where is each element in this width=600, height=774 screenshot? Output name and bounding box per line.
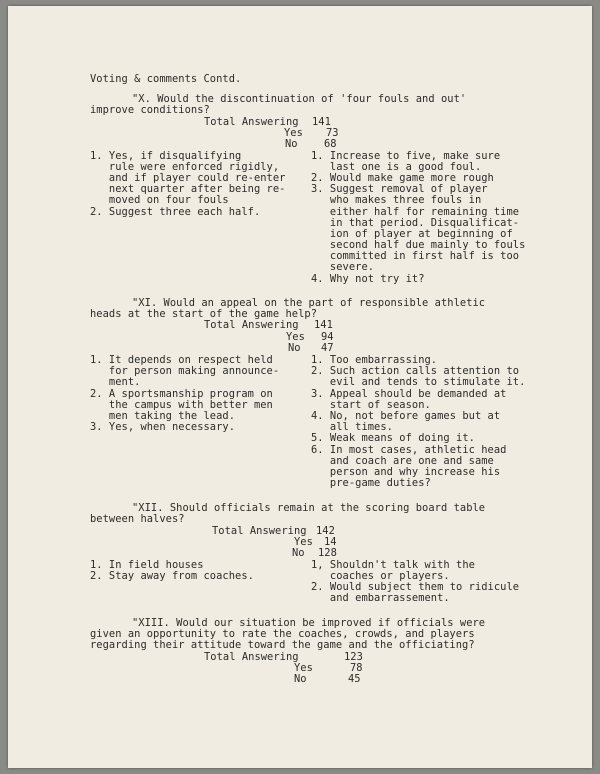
yes-value: 73 <box>326 127 339 139</box>
yes-label: Yes <box>284 127 303 139</box>
no-comment: 2. Would subject them to ridicule <box>311 581 520 593</box>
no-comment: and embarrassement. <box>311 592 450 604</box>
yes-comment: next quarter after being re- <box>90 183 286 195</box>
question-xiii-line-2: given an opportunity to rate the coaches, crowds, and players <box>90 628 475 640</box>
no-comment: 3. Suggest removal of player <box>311 183 488 195</box>
no-comment: either half for remaining time <box>311 206 520 218</box>
no-comment: last one is a good foul. <box>311 161 482 173</box>
question-xii-line-1: "XII. Should officials remain at the scoring board table <box>132 502 486 514</box>
no-comment: 2. Would make game more rough <box>311 172 494 184</box>
yes-comment: for person making announce- <box>90 365 280 377</box>
no-value: 128 <box>318 547 337 559</box>
yes-comment: men taking the lead. <box>90 410 236 422</box>
yes-label: Yes <box>294 536 313 548</box>
no-value: 68 <box>324 138 337 150</box>
total-answering-label: Total Answering <box>212 525 307 537</box>
no-comment: start of season. <box>311 399 431 411</box>
no-value: 47 <box>321 342 334 354</box>
total-answering-value: 141 <box>314 319 333 331</box>
no-label: No <box>288 342 301 354</box>
yes-comment: 1. Yes, if disqualifying <box>90 150 242 162</box>
yes-comment: rule were enforced rigidly, <box>90 161 280 173</box>
yes-comment: ment. <box>90 376 141 388</box>
page-header: Voting & comments Contd. <box>90 73 242 85</box>
yes-comment: 2. Suggest three each half. <box>90 206 261 218</box>
question-xii-line-2: between halves? <box>90 513 185 525</box>
total-answering-value: 123 <box>344 651 363 663</box>
total-answering-value: 141 <box>312 116 331 128</box>
document-page <box>8 6 592 768</box>
yes-label: Yes <box>286 331 305 343</box>
no-comment: all times. <box>311 421 393 433</box>
no-label: No <box>292 547 305 559</box>
question-xi-line-2: heads at the start of the game help? <box>90 308 318 320</box>
total-answering-value: 142 <box>316 525 335 537</box>
yes-comment: 1. It depends on respect held <box>90 354 273 366</box>
yes-comment: and if player could re-enter <box>90 172 286 184</box>
no-comment: 5. Weak means of doing it. <box>311 432 475 444</box>
question-xiii-line-3: regarding their attitude toward the game and the officiating? <box>90 639 475 651</box>
total-answering-label: Total Answering <box>204 651 299 663</box>
no-comment: who makes three fouls in <box>311 194 482 206</box>
no-comment: 2. Such action calls attention to <box>311 365 520 377</box>
question-xi-line-1: "XI. Would an appeal on the part of responsible athletic <box>132 297 486 309</box>
no-comment: 3. Appeal should be demanded at <box>311 388 507 400</box>
yes-comment: moved on four fouls <box>90 194 229 206</box>
no-comment: 1. Increase to five, make sure <box>311 150 501 162</box>
no-comment: ion of player at beginning of <box>311 228 513 240</box>
no-comment: severe. <box>311 261 375 273</box>
yes-label: Yes <box>294 662 313 674</box>
no-comment: 1. Too embarrassing. <box>311 354 438 366</box>
no-comment: committed in first half is too <box>311 250 520 262</box>
no-comment: pre-game duties? <box>311 477 431 489</box>
yes-comment: the campus with better men <box>90 399 273 411</box>
no-comment: in that period. Disqualificat- <box>311 217 520 229</box>
total-answering-label: Total Answering <box>204 319 299 331</box>
yes-value: 94 <box>321 331 334 343</box>
no-value: 45 <box>348 673 361 685</box>
yes-comment: 2. Stay away from coaches. <box>90 570 254 582</box>
no-comment: evil and tends to stimulate it. <box>311 376 526 388</box>
no-comment: 1, Shouldn't talk with the <box>311 559 475 571</box>
yes-value: 14 <box>324 536 337 548</box>
no-comment: 4. Why not try it? <box>311 273 425 285</box>
no-comment: 6. In most cases, athletic head <box>311 444 507 456</box>
question-xiii-line-1: "XIII. Would our situation be improved if officials were <box>132 617 486 629</box>
no-label: No <box>294 673 307 685</box>
yes-value: 78 <box>350 662 363 674</box>
no-comment: second half due mainly to fouls <box>311 239 526 251</box>
yes-comment: 3. Yes, when necessary. <box>90 421 236 433</box>
question-x-line-1: "X. Would the discontinuation of 'four fouls and out' <box>132 93 467 105</box>
no-comment: coaches or players. <box>311 570 450 582</box>
no-comment: person and why increase his <box>311 466 501 478</box>
no-comment: 4. No, not before games but at <box>311 410 501 422</box>
total-answering-label: Total Answering <box>204 116 299 128</box>
yes-comment: 1. In field houses <box>90 559 204 571</box>
no-comment: and coach are one and same <box>311 455 494 467</box>
no-label: No <box>285 138 298 150</box>
yes-comment: 2. A sportsmanship program on <box>90 388 273 400</box>
question-x-line-2: improve conditions? <box>90 104 210 116</box>
